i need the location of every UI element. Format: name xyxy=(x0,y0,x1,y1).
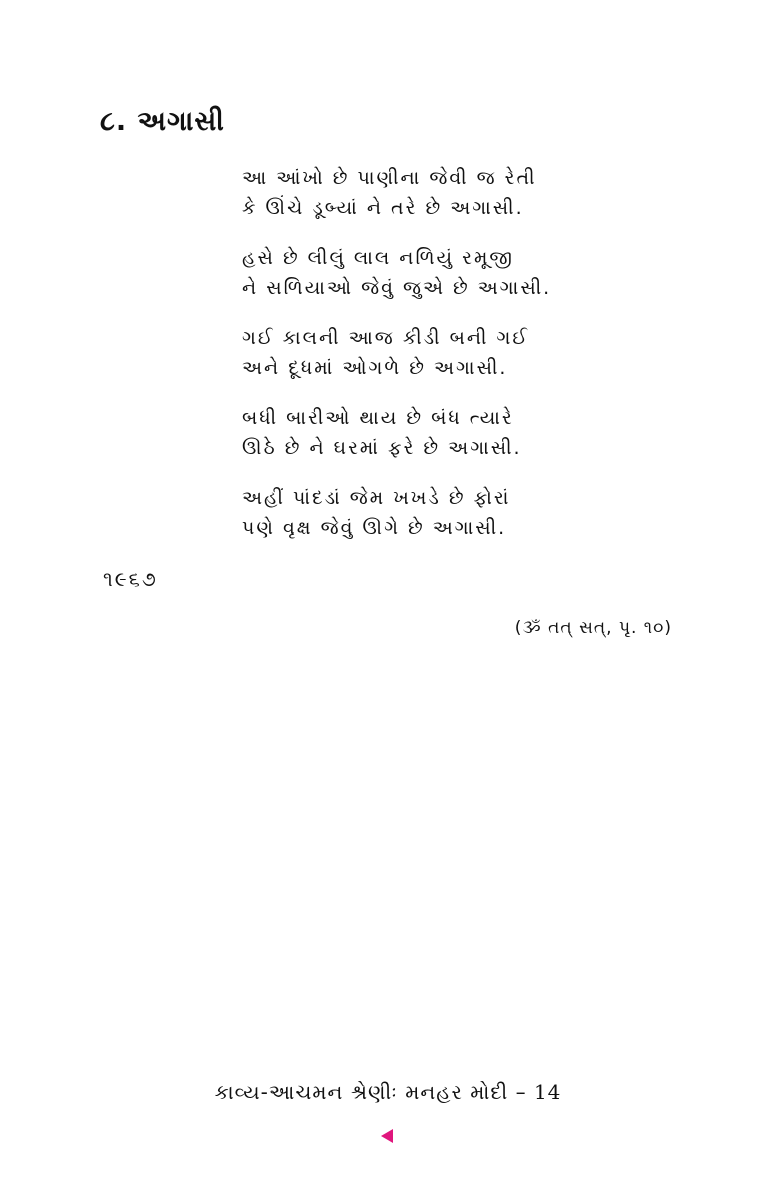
poem-line: બધી બારીઓ થાય છે બંધ ત્યારે xyxy=(242,407,514,429)
poem-body xyxy=(242,163,552,563)
triangle-left-icon[interactable] xyxy=(381,1129,393,1143)
poem-line: અહીં પાંદડાં જેમ ખખડે છે ફોરાં xyxy=(242,487,511,509)
poem-year: ૧૯૬૭ xyxy=(103,567,158,591)
poem-line: અને દૂધમાં ઓગળે છે અગાસી. xyxy=(242,357,508,379)
poem-title: ૮. અગાસી xyxy=(100,106,225,137)
stanza-3 xyxy=(242,323,542,383)
poem-line: આ આંખો છે પાણીના જેવી જ રેતી xyxy=(242,167,537,189)
poem-line: ઊઠે છે ને ઘરમાં ફરે છે અગાસી. xyxy=(242,437,522,459)
poem-line: કે ઊંચે ડૂબ્યાં ને તરે છે અગાસી. xyxy=(242,197,524,219)
footer-series-title: કાવ્ય-આચમન શ્રેણીઃ મનહર મોદી – xyxy=(214,1080,527,1104)
page-number: 14 xyxy=(533,1080,562,1104)
stanza-5 xyxy=(242,483,542,543)
stanza-2 xyxy=(242,243,552,303)
stanza-4 xyxy=(242,403,542,463)
poem-line: ને સળિયાઓ જેવું જુએ છે અગાસી. xyxy=(242,277,552,299)
stanza-1 xyxy=(242,163,542,223)
poem-line: પણે વૃક્ષ જેવું ઊગે છે અગાસી. xyxy=(242,517,507,539)
page-footer xyxy=(0,1080,776,1104)
source-citation: (ૐ તત્ સત્, પૃ. ૧૦) xyxy=(514,618,672,638)
poem-line: હસે છે લીલું લાલ નળિયું રમૂજી xyxy=(242,247,514,269)
poem-line: ગઈ કાલની આજ કીડી બની ગઈ xyxy=(242,327,529,349)
